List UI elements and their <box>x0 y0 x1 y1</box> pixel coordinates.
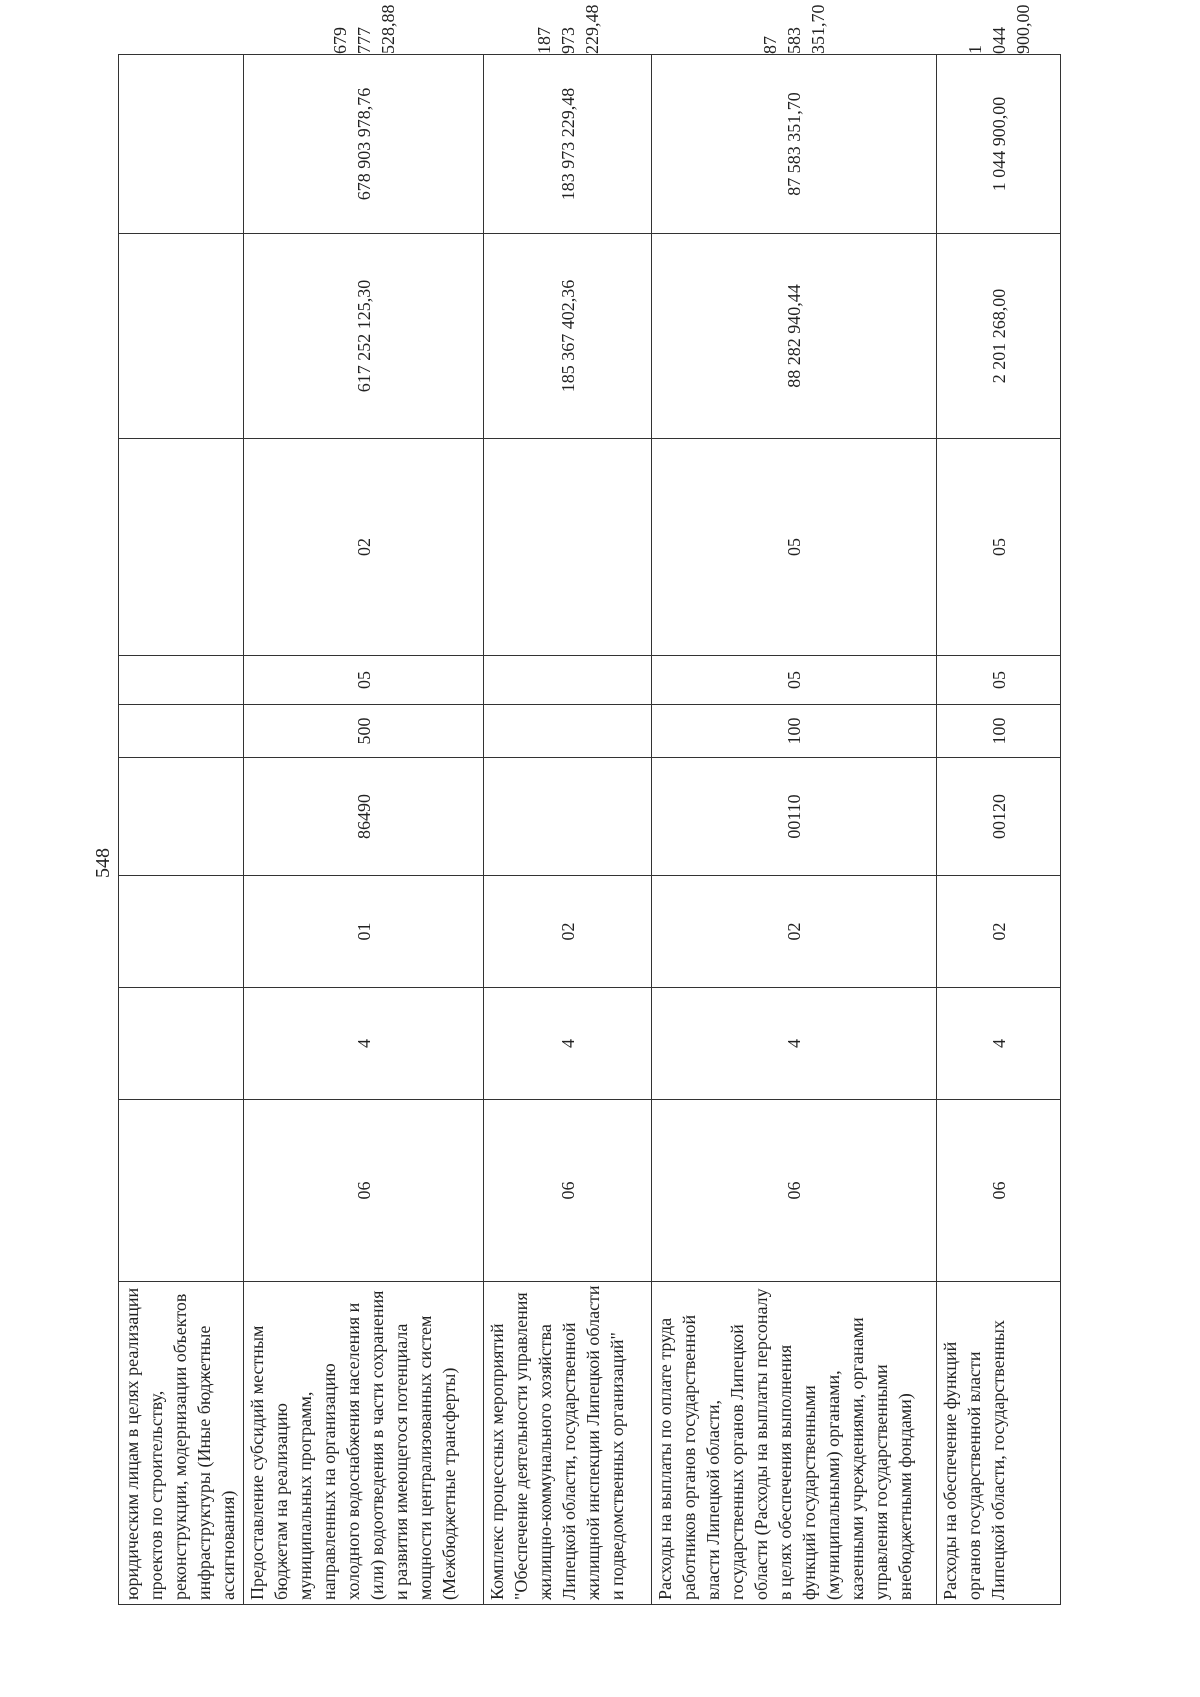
cell-c6 <box>119 656 244 705</box>
cell-c3: 02 <box>937 876 1061 988</box>
row-description: Расходы на выплаты по оплате труда работников органов государственной власти Липецкой области, государственных органов Липецкой области (Расходы на выплаты персоналу в целях обеспечения выполнения функций государственными (муниципальными) органами, казенными учреждениями, органами управления государственными внебюджетными фондами) <box>652 1282 937 1605</box>
row-description: Предоставление субсидий местным бюджетам на реализацию муниципальных программ, направленных на организацию холодного водоснабжения населения и (или) водоотведения в части сохранения и развития имеющегося потенциала мощности централизованных систем (Межбюджетные трансферты) <box>244 1282 484 1605</box>
cell-c7 <box>484 439 652 656</box>
cell-v1: 617 252 125,30 <box>244 234 484 439</box>
cell-v1: 88 282 940,44 <box>652 234 937 439</box>
cell-c2: 4 <box>484 988 652 1100</box>
cell-c2 <box>119 988 244 1100</box>
cell-c7: 05 <box>937 439 1061 656</box>
cell-c4: 00120 <box>937 758 1061 876</box>
page-number: 548 <box>92 848 114 878</box>
cell-v2: 678 903 978,76 <box>244 55 484 234</box>
cell-c5: 100 <box>937 705 1061 758</box>
row-description: юридическим лицам в целях реализации проектов по строительству, реконструкции, модернизации объектов инфраструктуры (Иные бюджетные ассигнования) <box>119 1282 244 1605</box>
cell-c4: 00110 <box>652 758 937 876</box>
cell-c3: 02 <box>484 876 652 988</box>
row-description: Расходы на обеспечение функций органов государственной власти Липецкой области, государственных <box>937 1282 1061 1605</box>
cell-c3 <box>119 876 244 988</box>
cell-c5 <box>119 705 244 758</box>
row-description: Комплекс процессных мероприятий "Обеспечение деятельности управления жилищно-коммунального хозяйства Липецкой области, государственной жилищной инспекции Липецкой области и подведомственных организаций" <box>484 1282 652 1605</box>
cell-c3: 02 <box>652 876 937 988</box>
cell-c4 <box>119 758 244 876</box>
cell-c2: 4 <box>652 988 937 1100</box>
cell-c6: 05 <box>244 656 484 705</box>
cell-v1: 185 367 402,36 <box>484 234 652 439</box>
cell-c6: 05 <box>652 656 937 705</box>
cell-c1: 06 <box>652 1100 937 1282</box>
table-row: Предоставление субсидий местным бюджетам на реализацию муниципальных программ, направленных на организацию холодного водоснабжения населения и (или) водоотведения в части сохранения и развития имеющегося потенциала мощности централизованных систем (Межбюджетные трансферты) 06 4 01 86490 500 05 02 617 252 125,30 678 903 978,76 679 777 528,88 <box>244 55 484 1605</box>
budget-table-container <box>118 4 1060 1605</box>
cell-v2: 183 973 229,48 <box>484 55 652 234</box>
cell-c4 <box>484 758 652 876</box>
cell-c6: 05 <box>937 656 1061 705</box>
cell-c2: 4 <box>244 988 484 1100</box>
table-row: Расходы на обеспечение функций органов государственной власти Липецкой области, государственных 06 4 02 00120 100 05 05 2 201 268,00 1 044 900,00 1 044 900,00 <box>937 55 1061 1605</box>
budget-table <box>118 4 1061 1605</box>
cell-v1: 2 201 268,00 <box>937 234 1061 439</box>
cell-v2 <box>119 55 244 234</box>
cell-c2: 4 <box>937 988 1061 1100</box>
cell-c5 <box>484 705 652 758</box>
cell-c1: 06 <box>937 1100 1061 1282</box>
cell-v2: 87 583 351,70 <box>652 55 937 234</box>
table-row <box>119 55 244 1605</box>
cell-c1: 06 <box>484 1100 652 1282</box>
cell-v2: 1 044 900,00 <box>937 55 1061 234</box>
cell-v1 <box>119 234 244 439</box>
cell-c7: 05 <box>652 439 937 656</box>
cell-c1 <box>119 1100 244 1282</box>
cell-c5: 500 <box>244 705 484 758</box>
cell-c4: 86490 <box>244 758 484 876</box>
cell-c7: 02 <box>244 439 484 656</box>
table-row: Комплекс процессных мероприятий "Обеспечение деятельности управления жилищно-коммунального хозяйства Липецкой области, государственной жилищной инспекции Липецкой области и подведомственных организаций" 06 4 02 185 367 402,36 183 973 229,48 187 973 229,48 <box>484 55 652 1605</box>
cell-c5: 100 <box>652 705 937 758</box>
table-row: Расходы на выплаты по оплате труда работников органов государственной власти Липецкой области, государственных органов Липецкой области (Расходы на выплаты персоналу в целях обеспечения выполнения функций государственными (муниципальными) органами, казенными учреждениями, органами управления государственными внебюджетными фондами) 06 4 02 00110 100 05 05 88 282 940,44 87 583 351,70 87 583 351,70 <box>652 55 937 1605</box>
cell-c1: 06 <box>244 1100 484 1282</box>
cell-c3: 01 <box>244 876 484 988</box>
cell-c7 <box>119 439 244 656</box>
cell-c6 <box>484 656 652 705</box>
